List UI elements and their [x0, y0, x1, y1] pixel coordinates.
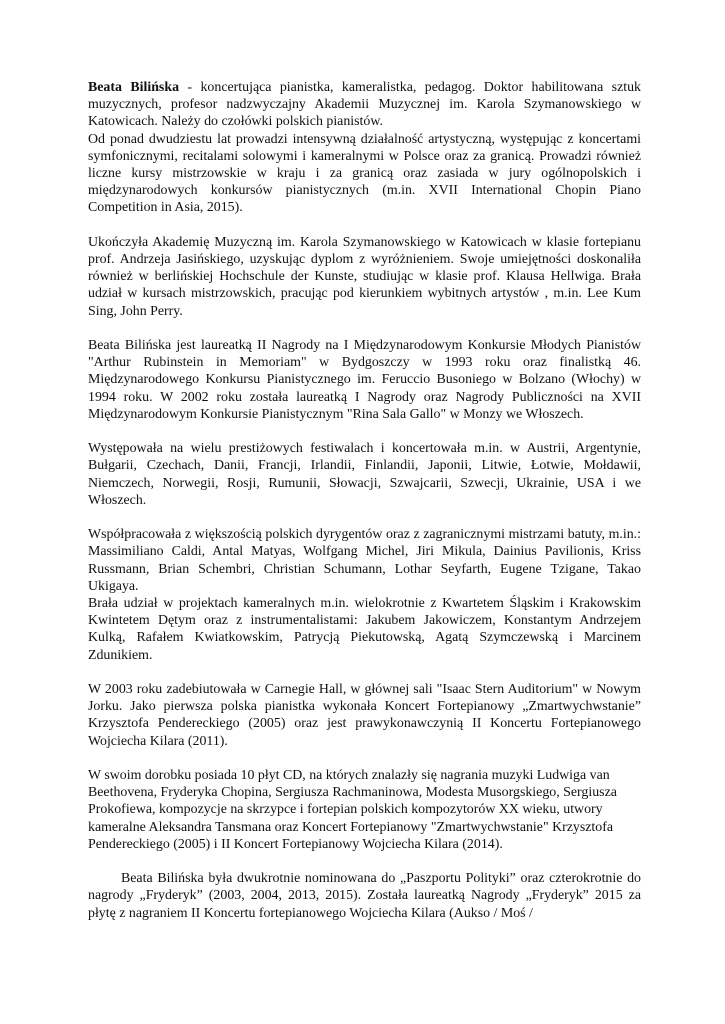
artist-name: Beata Bilińska: [88, 80, 180, 95]
document-page: [88, 79, 641, 922]
paragraph-spacer: [88, 217, 641, 234]
paragraph-spacer: [88, 664, 641, 681]
paragraph-spacer: [88, 750, 641, 767]
paragraph-spacer: [88, 423, 641, 440]
intro-text: - koncertująca pianistka, kameralistka, pedagog. Doktor habilitowana sztuk muzycznych, profesor nadzwyczajny Akademii Muzycznej im. Karola Szymanowskiego w Katowicach. Należy do czołówki polskich pianistów.: [88, 80, 641, 130]
discography-paragraph: W swoim dorobku posiada 10 płyt CD, na których znalazły się nagrania muzyki Ludwiga van Beethovena, Fryderyka Chopina, Sergiusza Rachmaninowa, Modesta Musorgskiego, Sergiusza Prokofiewa, kompozycje na skrzypce i fortepian polskich kompozytorów XX wieku, utwory kameralne Aleksandra Tansmana oraz Koncert Fortepianowy "Zmartwychwstanie" Krzysztofa Pendereckiego (2005) i II Koncert Fortepianowy Wojciecha Kilara (2014).: [88, 768, 617, 852]
awards-paragraph: Beata Bilińska jest laureatką II Nagrody na I Międzynarodowym Konkursie Młodych Pianistów "Arthur Rubinstein in Memoriam" w Bydgoszczy w 1993 roku oraz finalistką 46. Międzynarodowego Konkursu Pianistycznego im. Feruccio Busoniego w Bolzano (Włochy) w 1994 roku. W 2002 roku została laureatką I Nagrody oraz Nagrody Publiczności na XVII Międzynarodowym Konkursie Pianistycznym "Rina Sala Gallo" w Monzy we Włoszech.: [88, 338, 641, 422]
career-paragraph: Od ponad dwudziestu lat prowadzi intensywną działalność artystyczną, występując z koncertami symfonicznymi, recitalami solowymi i kameralnymi w Polsce oraz za granicą. Prowadzi również liczne kursy mistrzowskie w kraju i za granicą oraz zasiada w jury ogólnopolskich i międzynarodowych konkursów pianistycznych (m.in. XVII International Chopin Piano Competition in Asia, 2015).: [88, 131, 641, 216]
bio-intro-paragraph: [88, 79, 641, 131]
paragraph-spacer: [88, 320, 641, 337]
paragraph-spacer: [88, 853, 641, 870]
paragraph-spacer: [88, 509, 641, 526]
festivals-paragraph: Występowała na wielu prestiżowych festiwalach i koncertowała m.in. w Austrii, Argentynie, Bułgarii, Czechach, Danii, Francji, Irlandii, Finlandii, Japonii, Litwie, Łotwie, Mołdawii, Niemczech, Norwegii, Rosji, Rumunii, Słowacji, Szwajcarii, Szwecji, Ukrainie, USA i we Włoszech.: [88, 441, 641, 508]
chamber-paragraph: Brała udział w projektach kameralnych m.in. wielokrotnie z Kwartetem Śląskim i Krakowskim Kwintetem Dętym oraz z instrumentalistami: Jakubem Jakowiczem, Konstantym Andrzejem Kulką, Rafałem Kwiatkowskim, Patrycją Piekutowską, Agatą Szymczewską i Marcinem Zdunikiem.: [88, 596, 641, 663]
nominations-paragraph: Beata Bilińska była dwukrotnie nominowana do „Paszportu Polityki” oraz czterokrotnie do nagrody „Fryderyk” (2003, 2004, 2013, 2015). Została laureatką Nagrody „Fryderyk” 2015 za płytę z nagraniem II Koncertu fortepianowego Wojciecha Kilara (Aukso / Moś /: [88, 871, 641, 921]
debut-paragraph: W 2003 roku zadebiutowała w Carnegie Hall, w głównej sali "Isaac Stern Auditorium" w Nowym Jorku. Jako pierwsza polska pianistka wykonała Koncert Fortepianowy „Zmartwychwstanie” Krzysztofa Pendereckiego (2005) oraz jest prawykonawczynią II Koncertu Fortepianowego Wojciecha Kilara (2011).: [88, 682, 641, 749]
conductors-paragraph: Współpracowała z większością polskich dyrygentów oraz z zagranicznymi mistrzami batuty, m.in.: Massimiliano Caldi, Antal Matyas, Wolfgang Michel, Jiri Mikula, Dainius Pavilionis, Kriss Russmann, Brian Schembri, Christian Schumann, Lothar Seyfarth, Eugene Tzigane, Takao Ukigaya.: [88, 527, 641, 594]
education-paragraph: Ukończyła Akademię Muzyczną im. Karola Szymanowskiego w Katowicach w klasie fortepianu prof. Andrzeja Jasińskiego, uzyskując dyplom z wyróżnieniem. Swoje umiejętności doskonaliła również w berlińskiej Hochschule der Kunste, studiując w klasie prof. Klausa Hellwiga. Brała udział w kursach mistrzowskich, pracując pod kierunkiem wybitnych artystów , m.in. Lee Kum Sing, John Perry.: [88, 234, 641, 319]
